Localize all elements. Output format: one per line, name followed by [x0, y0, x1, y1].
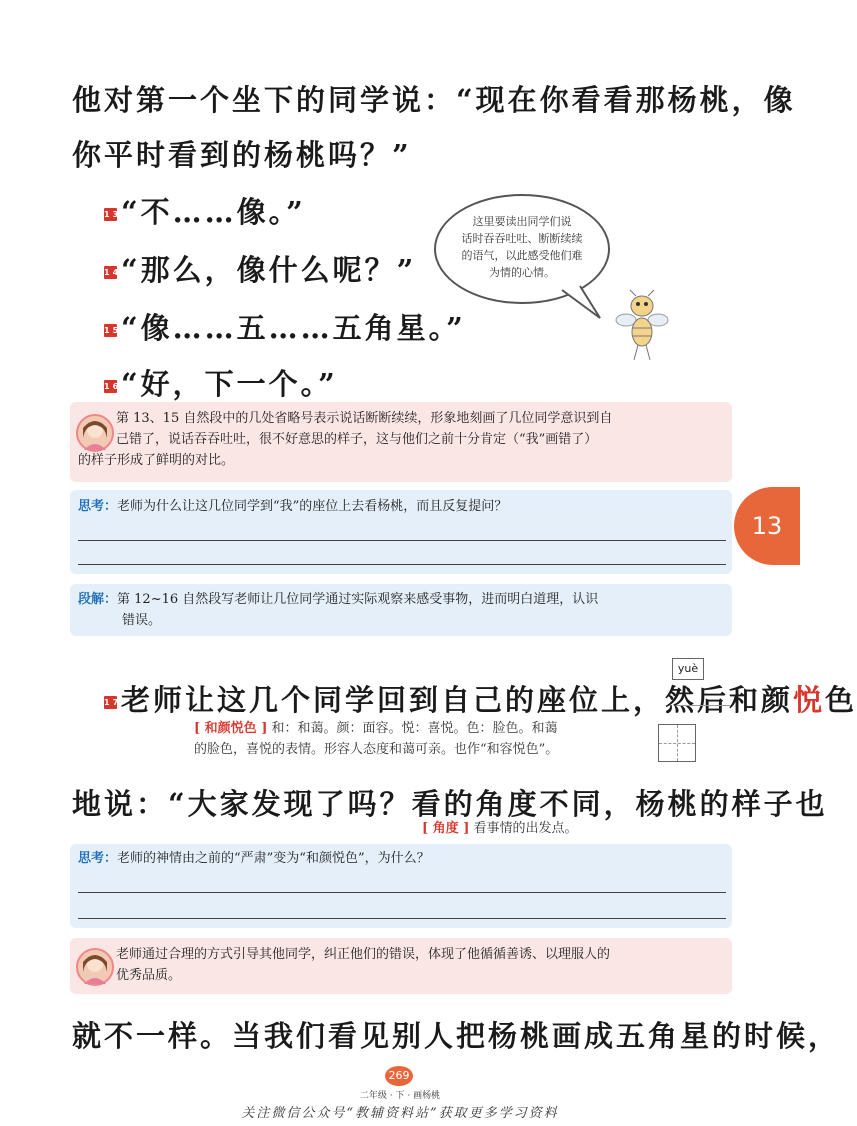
dialogue-text: “那么，像什么呢？” [121, 253, 417, 287]
think-label: 思考： [78, 851, 118, 866]
dialogue-text: “好，下一个。” [121, 367, 338, 401]
answer-line [78, 892, 726, 893]
paragraph-line: 他对第一个坐下的同学说：“现在你看看那杨桃，像 [72, 83, 796, 117]
paragraph-number-badge: 15 [104, 325, 122, 335]
think-label: 思考： [78, 499, 118, 514]
note-box-2 [70, 938, 732, 994]
bubble-text-line: 为情的心情。 [489, 266, 555, 279]
footer-subtitle: 二年级 · 下 · 画杨桃 [359, 1091, 441, 1101]
bubble-tail [560, 282, 620, 322]
paragraph-number-badge: 16 [104, 381, 122, 391]
think-box-1 [70, 490, 732, 574]
paragraph-text: 色 [825, 683, 857, 717]
vocab-gloss-1 [194, 718, 558, 760]
bee-mascot-icon [612, 290, 672, 362]
bubble-text-line: 话时吞吞吐吐、断断续续 [461, 232, 583, 245]
paragraph-text: 老师让这几个同学回到自己的座位上，然后和颜 [121, 683, 794, 717]
gloss-text: 看事情的出发点。 [473, 821, 578, 836]
think-question: 老师为什么让这几位同学到“我”的座位上去看杨桃，而且反复提问？ [117, 499, 508, 514]
answer-line [78, 540, 726, 541]
paragraph-analysis-box [70, 584, 732, 636]
teacher-avatar-icon [76, 948, 114, 986]
page-number: 269 [385, 1066, 413, 1086]
paragraph-line: 就不一样。当我们看见别人把杨桃画成五角星的时候， [72, 1019, 841, 1053]
note-text-line: 优秀品质。 [116, 968, 182, 983]
paragraph-17 [104, 678, 857, 719]
highlighted-character: 悦 [793, 683, 826, 717]
vocab-tag: [ 角度 ] [422, 821, 470, 836]
paragraph-number-badge: 14 [104, 267, 122, 277]
analysis-label: 段解： [78, 592, 118, 607]
gloss-text: 的脸色，喜悦的表情。形容人态度和蔼可亲。也作“和容悦色”。 [194, 742, 559, 757]
paragraph-number-badge: 17 [104, 697, 122, 707]
analysis-text-line: 错误。 [122, 613, 162, 628]
dialogue-text: “不……像。” [121, 195, 306, 229]
think-question: 老师的神情由之前的“严肃”变为“和颜悦色”，为什么？ [117, 851, 430, 866]
writing-grid-box [658, 724, 696, 762]
bubble-text-line: 的语气，以此感受他们难 [461, 249, 583, 262]
note-text-line: 的样子形成了鲜明的对比。 [78, 453, 235, 468]
chapter-tab: 13 [734, 487, 800, 565]
note-text-line: 老师通过合理的方式引导其他同学，纠正他们的错误，体现了他循循善诱、以理服人的 [116, 947, 611, 962]
footer-promo-note: 关注微信公众号“教辅资料站”获取更多学习资料 [241, 1106, 559, 1121]
analysis-text-line: 第 12~16 自然段写老师让几位同学通过实际观察来感受事物，进而明白道理，认识 [117, 592, 599, 607]
gloss-text: 和：和蔼。颜：面容。悦：喜悦。色：脸色。和蔼 [271, 721, 558, 736]
paragraph-line: 地说：“大家发现了吗？看的角度不同，杨桃的样子也 [72, 787, 828, 821]
dialogue-13 [104, 190, 306, 231]
underline-mark [676, 705, 731, 706]
note-text-line: 己错了，说话吞吞吐吐，很不好意思的样子，这与他们之前十分肯定（“我”画错了） [116, 432, 598, 447]
paragraph-line: 你平时看到的杨桃吗？” [72, 138, 412, 172]
vocab-gloss-2 [422, 818, 578, 839]
think-box-2 [70, 844, 732, 928]
dialogue-16 [104, 362, 338, 403]
note-text-line: 第 13、15 自然段中的几处省略号表示说话断断续续，形象地刻画了几位同学意识到自 [116, 411, 613, 426]
dialogue-text: “像……五……五角星。” [121, 311, 466, 345]
note-box-1 [70, 402, 732, 482]
answer-line [78, 564, 726, 565]
pinyin-box: yuè [672, 658, 704, 680]
dialogue-15 [104, 306, 466, 347]
dialogue-14 [104, 248, 416, 289]
answer-line [78, 918, 726, 919]
vocab-tag: [ 和颜悦色 ] [194, 721, 268, 736]
bubble-text-line: 这里要读出同学们说 [472, 215, 572, 228]
paragraph-number-badge: 13 [104, 209, 122, 219]
